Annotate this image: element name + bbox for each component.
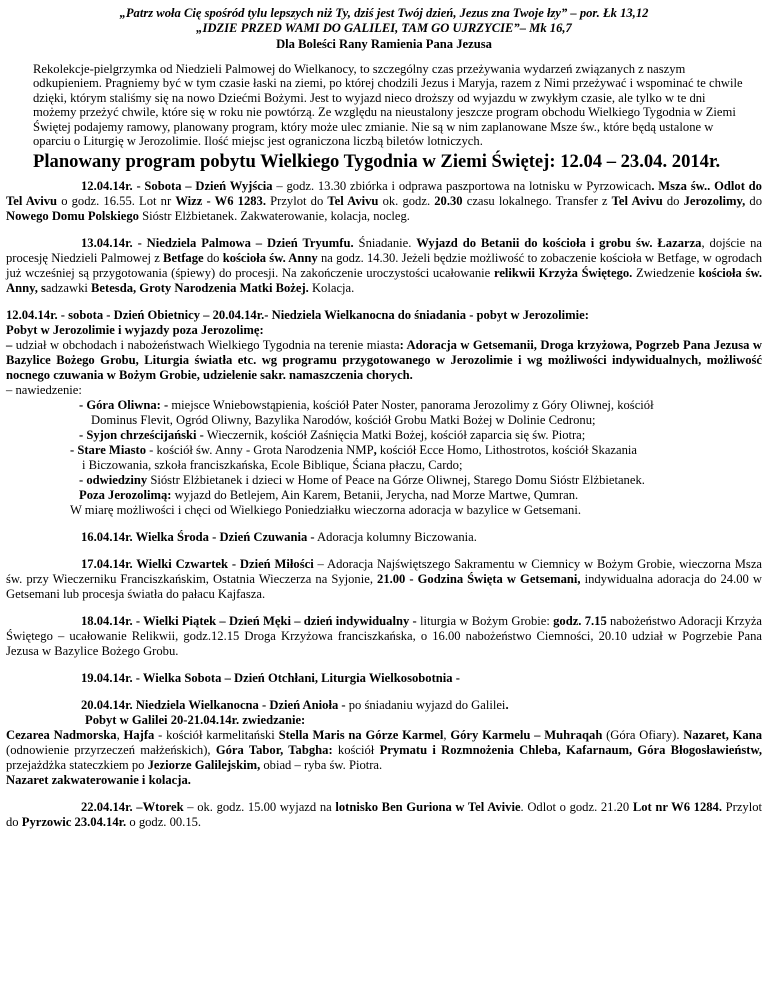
outside-jerusalem: Poza Jerozolimą: wyjazd do Betlejem, Ain Karem, Betanii, Jerycha, nad Morze Martwe, Qumran.: [79, 487, 579, 502]
day-16-04: 16.04.14r. Wielka Środa - Dzień Czuwania - Adoracja kolumny Biczowania.: [81, 529, 477, 544]
day-12-title: 12.04.14r. - Sobota – Dzień Wyjścia: [81, 178, 273, 193]
day-13-04: 13.04.14r. - Niedziela Palmowa – Dzień Tryumfu. Śniadanie. Wyjazd do Betanii do kościoła i grobu św. Łazarza, dojście na procesję Niedzieli Palmowej z Betfage do kościoła św. Anny na godz. 14.30. Jeżeli będzie możliwość to zobaczenie kościoła w Betfage, w ogrodach już wcześniej są przygotowania (śpiewy) do procesji. Na zakończenie uroczystości ucałowanie relikwii Krzyża Świętego. Zwiedzenie kościoła św. Anny, sadzawki Betesda, Groty Narodzenia Matki Bożej. Kolacja.: [6, 235, 763, 295]
visit-sisters: - odwiedziny Sióstr Elżbietanek i dzieci w Home of Peace na Górze Oliwnej, Starego Domu Sióstr Elżbietanek.: [79, 472, 645, 487]
day-17-04: 17.04.14r. Wielki Czwartek - Dzień Miłości – Adoracja Najświętszego Sakramentu w Ciemnicy w Bożym Grobie, wieczorna Msza św. przy Wieczerniku Franciszkańskim, Ostatnia Wieczerza na Syjonie, 21.00 - Godzina Święta w Getsemani, indywidualna adoracja do 24.00 w Getsemani lub procesja światła do pałacu Kajfasza.: [6, 556, 762, 601]
visits-label: – nawiedzenie:: [6, 382, 82, 397]
jerusalem-stay: 12.04.14r. - sobota - Dzień Obietnicy – 20.04.14r.- Niedziela Wielkanocna do śniadania - pobyt w Jerozolimie: Pobyt w Jerozolimie i wyjazdy poza Jerozolimę: – udział w obchodach i nabożeństwach Wielkiego Tygodnia na terenie miasta: Adoracja w Getsemanii, Droga krzyżowa, Pogrzeb Pana Jezusa w Bazylice Bożego Grobu, Liturgia światła etc. wg programu przygotowanego w Jerozolimie i wg możliwości indywidualnych, możliwość nocnego czuwania w Bożym Grobie, udzielenie sakr. namaszczenia chorych. – nawiedzenie: - Góra Oliwna: - miejsce Wniebowstąpienia, kościół Pater Noster, panorama Jerozolimy z Góry Oliwnej, kościół Dominus Flevit, Ogród Oliwny, Bazylika Narodów, kościół Grobu Matki Bożej w Dolinie Cedronu; - Syjon chrześcijański - Wieczernik, kościół Zaśnięcia Matki Bożej, kościół zaparcia się św. Piotra; - Stare Miasto - kościół św. Anny - Grota Narodzenia NMP, kościół Ecce Homo, Lithostrotos, kościół Skazania i Biczowania, szkoła franciszkańska, Ecole Biblique, Ściana płaczu, Cardo; - odwiedziny Sióstr Elżbietanek i dzieci w Home of Peace na Górze Oliwnej, Starego Domu Sióstr Elżbietanek. Poza Jerozolimą: wyjazd do Betlejem, Ain Karem, Betanii, Jerycha, nad Morze Martwe, Qumran. W miarę możliwości i chęci od Wielkiego Poniedziałku wieczorna adoracja w bazylice w Getsemani.: [6, 307, 762, 517]
intro-paragraph: Rekolekcje-pielgrzymka od Niedzieli Palmowej do Wielkanocy, to szczególny czas przeżywania wydarzeń związanych z naszym odkupieniem. Pragniemy być w tym czasie łaski na ziemi, po której chodzili Jezus i Maryja, razem z Nimi przeżywać i wspominać te chwile dzięki, którym staliśmy się na nowo Dziećmi Bożymi. Jest to wyjazd nieco droższy od wyjazdu w zwykłym czasie, ale tylko w te dni możemy przeżyć chwile, które się w roku nie powtórzą. Ze względu na nieustalony jeszcze program obchodu Wielkiego Tygodnia w Ziemi Świętej podajemy ramowy, planowany program, który może ulec zmianie. Nie są w nim zaplanowane Msze św., które będą ustalone w oparciu o Liturgię w Jerozolimie. Ilość miejsc jest ograniczona liczbą biletów lotniczych.: [33, 61, 743, 149]
visit-mount-of-olives: - Góra Oliwna: - miejsce Wniebowstąpienia, kościół Pater Noster, panorama Jerozolimy z Góry Oliwnej, kościół: [79, 397, 654, 412]
day-19-04: 19.04.14r. - Wielka Sobota – Dzień Otchłani, Liturgia Wielkosobotnia -: [81, 670, 460, 685]
day-20-04: 20.04.14r. Niedziela Wielkanocna - Dzień Anioła - po śniadaniu wyjazd do Galilei. Pobyt w Galilei 20-21.04.14r. zwiedzanie: Cezarea Nadmorska, Hajfa - kościół karmelitański Stella Maris na Górze Karmel, Góry Karmelu – Muhraqah (Góra Ofiary). Nazaret, Kana (odnowienie przyrzeczeń małżeńskich), Góra Tabor, Tabgha: kościół Prymatu i Rozmnożenia Chleba, Kafarnaum, Góra Błogosławieństw, przejażdżka stateczkiem po Jeziorze Galilejskim, obiad – ryba św. Piotra. Nazaret zakwaterowanie i kolacja.: [6, 697, 763, 787]
day-12-04: 12.04.14r. - Sobota – Dzień Wyjścia – godz. 13.30 zbiórka i odprawa paszportowa na lotnisku w Pyrzowicach. Msza św.. Odlot do Tel Avivu o godz. 16.55. Lot nr Wizz - W6 1283. Przylot do Tel Avivu ok. godz. 20.30 czasu lokalnego. Transfer z Tel Avivu do Jerozolimy, do Nowego Domu Polskiego Sióstr Elżbietanek. Zakwaterowanie, kolacja, nocleg.: [6, 178, 763, 223]
jerusalem-stay-paragraph: – udział w obchodach i nabożeństwach Wielkiego Tygodnia na terenie miasta: Adoracja w Getsemanii, Droga krzyżowa, Pogrzeb Pana Jezusa w Bazylice Bożego Grobu, Liturgia światła etc. wg programu przygotowanego w Jerozolimie i wg możliwości indywidualnych, możliwość nocnego czuwania w Bożym Grobie, udzielenie sakr. namaszczenia chorych.: [6, 337, 762, 382]
jerusalem-stay-heading: 12.04.14r. - sobota - Dzień Obietnicy – 20.04.14r.- Niedziela Wielkanocna do śniadania - pobyt w Jerozolimie:: [6, 307, 589, 322]
header-quote: „Patrz woła Cię spośród tylu lepszych niż Ty, dziś jest Twój dzień, Jezus zna Twoje łzy” – por. Łk 13,12: [119, 6, 649, 20]
evening-adoration-note: W miarę możliwości i chęci od Wielkiego Poniedziałku wieczorna adoracja w bazylice w Getsemani.: [70, 502, 581, 517]
day-13-title: 13.04.14r. - Niedziela Palmowa – Dzień Tryumfu.: [81, 235, 354, 250]
header-motto: „IDZIE PRZED WAMI DO GALILEI, TAM GO UJRZYCIE”– Mk 16,7: [196, 21, 572, 36]
galilee-heading: Pobyt w Galilei 20-21.04.14r. zwiedzanie:: [85, 712, 306, 727]
visit-zion: - Syjon chrześcijański - Wieczernik, kościół Zaśnięcia Matki Bożej, kościół zaparcia się św. Piotra;: [79, 427, 586, 442]
day-22-04: 22.04.14r. –Wtorek – ok. godz. 15.00 wyjazd na lotnisko Ben Guriona w Tel Avivie. Odlot o godz. 21.20 Lot nr W6 1284. Przylot do Pyrzowic 23.04.14r. o godz. 00.15.: [6, 799, 763, 829]
header-dedication: Dla Boleści Rany Ramienia Pana Jezusa: [276, 36, 492, 51]
nazareth-accommodation: Nazaret zakwaterowanie i kolacja.: [6, 772, 191, 787]
day-18-04: 18.04.14r. - Wielki Piątek – Dzień Męki – dzień indywidualny - liturgia w Bożym Grobie: godz. 7.15 nabożeństwo Adoracji Krzyża Świętego – ucałowanie Relikwii, godz.12.15 Droga Krzyżowa franciszkańska, o 16.00 nabożeństwo Ciemności, 20.10 udział w Pogrzebie Pana Jezusa w Bazylice Bożego Grobu.: [6, 613, 762, 658]
jerusalem-stay-subheading: Pobyt w Jerozolimie i wyjazdy poza Jerozolimę:: [6, 322, 264, 337]
visit-old-city: - Stare Miasto - kościół św. Anny - Grota Narodzenia NMP, kościół Ecce Homo, Lithostrotos, kościół Skazania: [70, 442, 637, 457]
page-title: Planowany program pobytu Wielkiego Tygodnia w Ziemi Świętej: 12.04 – 23.04. 2014r.: [33, 150, 721, 172]
